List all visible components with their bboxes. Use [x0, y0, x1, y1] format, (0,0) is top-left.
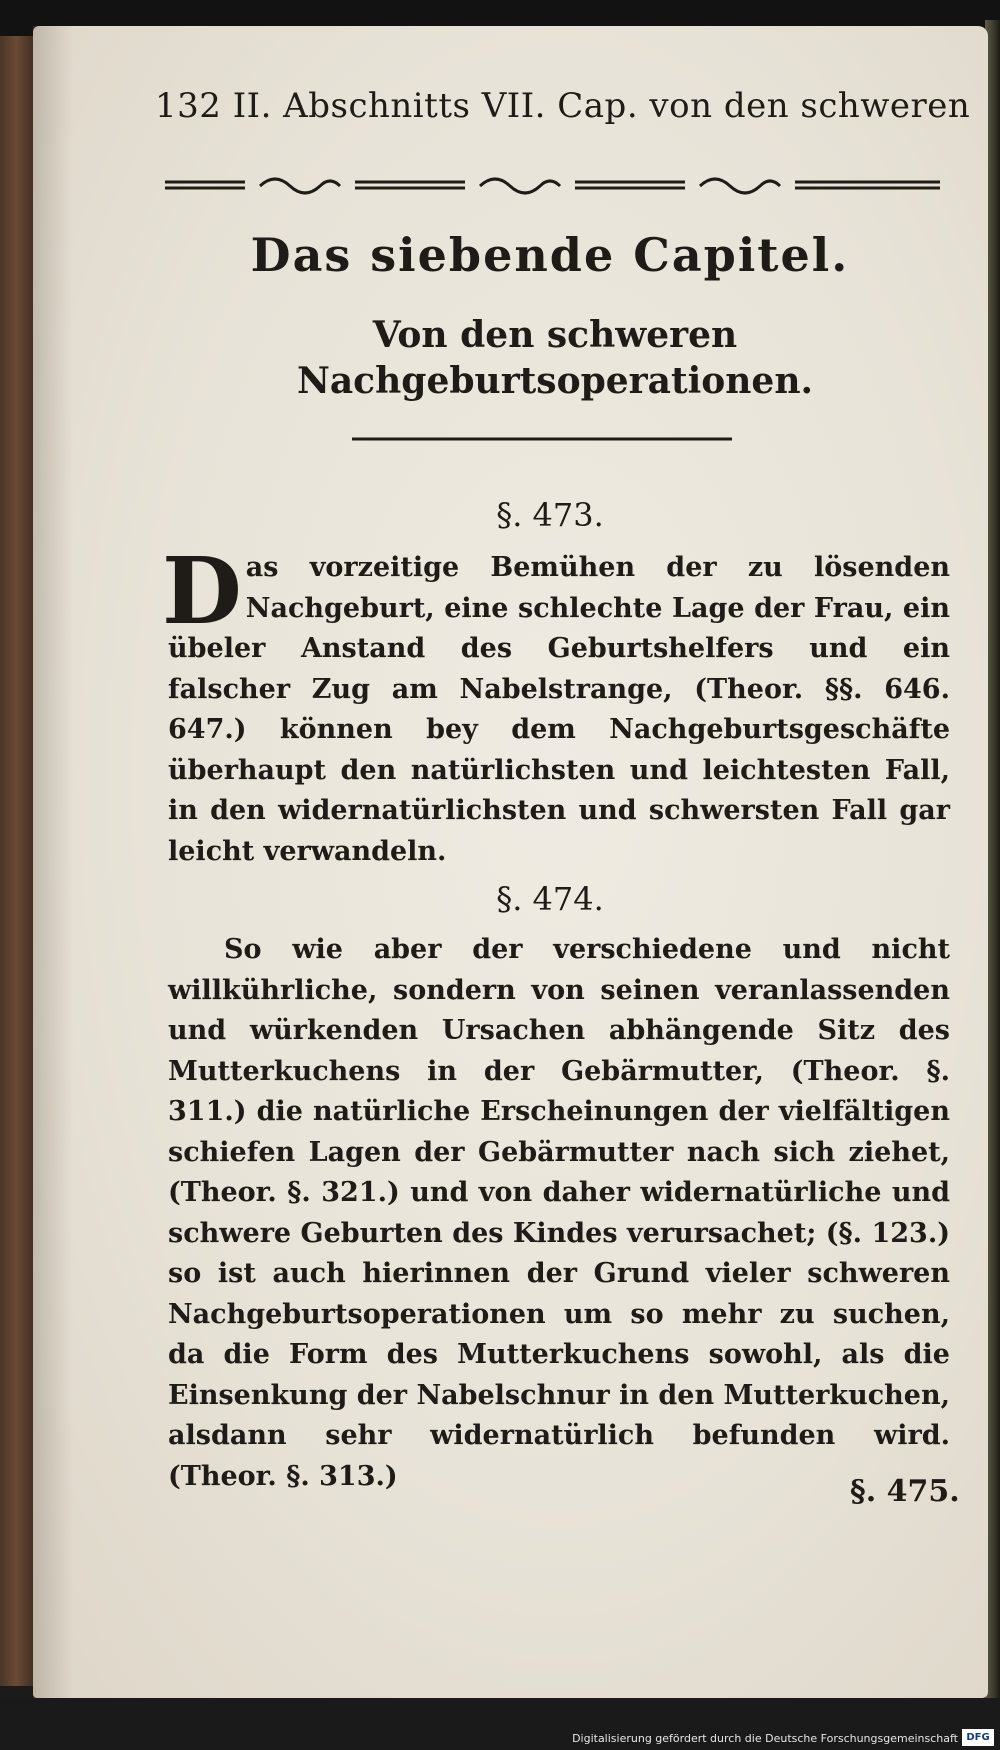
paragraph: [162, 537, 950, 872]
chapter-subtitle: Von den schweren Nachgeburtsoperationen.: [296, 314, 814, 402]
title-rule: [352, 434, 732, 444]
chapter-title: Das siebende Capitel.: [250, 228, 850, 282]
paragraph-text: So wie aber der verschiedene und nicht willkührliche, sondern von seinen veranlassenden und würkenden Ursachen abhängende Sitz des Mutterkuchens in der Gebärmutter, (Theor. §. 311.) die natürliche Erscheinungen der vielfältigen schiefen Lagen der Gebärmutter nach sich ziehet, (Theor. §. 321.) und von daher widernatürliche und schwere Geburten des Kindes verursachet; (§. 123.) so ist auch hierinnen der Grund vieler schweren Nachgeburtsoperationen um so mehr zu suchen, da die Form des Mutterkuchens sowohl, als die Einsenkung der Nabelschnur in den Mutterkuchen, alsdann sehr widernatürlich befunden wird. (Theor. §. 313.): [168, 934, 950, 1492]
paragraph: [168, 930, 950, 1497]
section-number: §. 474.: [496, 880, 604, 918]
digitization-credit: Digitalisierung gefördert durch die Deutsche Forschungsgemeinschaft: [572, 1732, 958, 1745]
paragraph-text: as vorzeitige Bemühen der zu lösenden Nachgeburt, eine schlechte Lage der Frau, ein übeler Anstand des Geburtshelfers und ein falscher Zug am Nabelstrange, (Theor. §§. 646. 647.) können bey dem Nachgeburtsgeschäfte überhaupt den natürlichsten und leichtesten Fall, in den widernatürlichsten und schwersten Fall gar leicht verwandeln.: [168, 552, 950, 867]
drop-cap: D: [162, 537, 242, 645]
gutter-shadow: [33, 26, 73, 1698]
running-head: 132 II. Abschnitts VII. Cap. von den schweren: [155, 86, 971, 126]
ornament-divider: [165, 168, 940, 204]
book-binding-left: [0, 36, 36, 1686]
catchword: §. 475.: [850, 1474, 960, 1509]
dfg-logo: DFG: [962, 1729, 994, 1746]
section-number: §. 473.: [496, 496, 604, 534]
